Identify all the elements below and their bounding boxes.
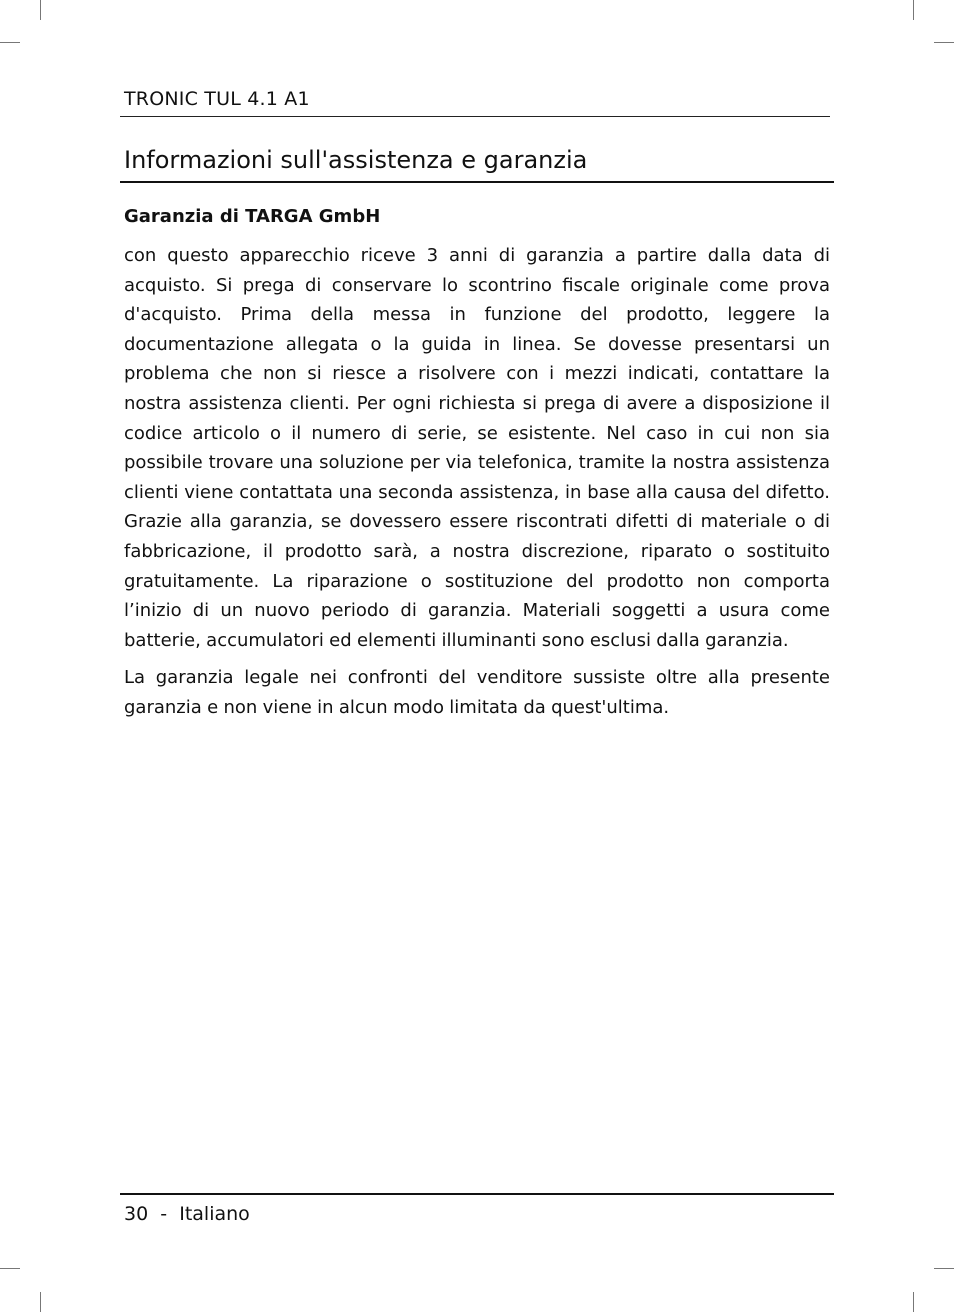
- warranty-subheading: Garanzia di TARGA GmbH: [124, 206, 381, 227]
- section-title-bar: [120, 142, 834, 183]
- page-number: 30: [124, 1203, 149, 1225]
- crop-mark-bottom-left-horizontal: [0, 1268, 20, 1269]
- document-header: [120, 86, 830, 117]
- crop-mark-top-right-vertical: [913, 0, 914, 20]
- product-name: TRONIC TUL 4.1 A1: [124, 88, 310, 110]
- legal-warranty-paragraph: La garanzia legale nei confronti del venditore sussiste oltre alla presente garanzia e non viene in alcun modo limitata da quest'ultima.: [124, 667, 830, 718]
- crop-mark-top-left-horizontal: [0, 42, 20, 43]
- document-footer: [120, 1193, 834, 1235]
- crop-mark-top-left-vertical: [40, 0, 41, 20]
- footer-separator: -: [160, 1203, 168, 1225]
- crop-mark-bottom-left-vertical: [40, 1292, 41, 1312]
- crop-mark-bottom-right-horizontal: [934, 1268, 954, 1269]
- section-title: Informazioni sull'assistenza e garanzia: [124, 146, 588, 174]
- crop-mark-top-right-horizontal: [934, 42, 954, 43]
- document-body: [124, 204, 830, 723]
- footer-language: Italiano: [179, 1203, 250, 1225]
- page-footer-label: [124, 1203, 250, 1225]
- warranty-paragraph: con questo apparecchio riceve 3 anni di garanzia a partire dalla data di acquisto. Si prega di conservare lo scontrino fiscale originale come prova d'acquisto. Prima della messa in funzione del prodotto, leggere la documentazione allegata o la guida in linea. Se dovesse presentarsi un problema che non si riesce a risolvere con i mezzi indicati, contattare la nostra assistenza clienti. Per ogni richiesta si prega di avere a disposizione il codice articolo o il numero di serie, se esistente. Nel caso in cui non sia possibile trovare una soluzione per via telefonica, tramite la nostra assistenza clienti viene contattata una seconda assistenza, in base alla causa del difetto. Grazie alla garanzia, se dovessero essere riscontrati difetti di materiale o di fabbricazione, il prodotto sarà, a nostra discrezione, riparato o sostituito gratuitamente. La riparazione o sostituzione del prodotto non comporta l’inizio di un nuovo periodo di garanzia. Materiali soggetti a usura come batterie, accumulatori ed elementi illuminanti sono esclusi dalla garanzia.: [124, 245, 830, 651]
- crop-mark-bottom-right-vertical: [913, 1292, 914, 1312]
